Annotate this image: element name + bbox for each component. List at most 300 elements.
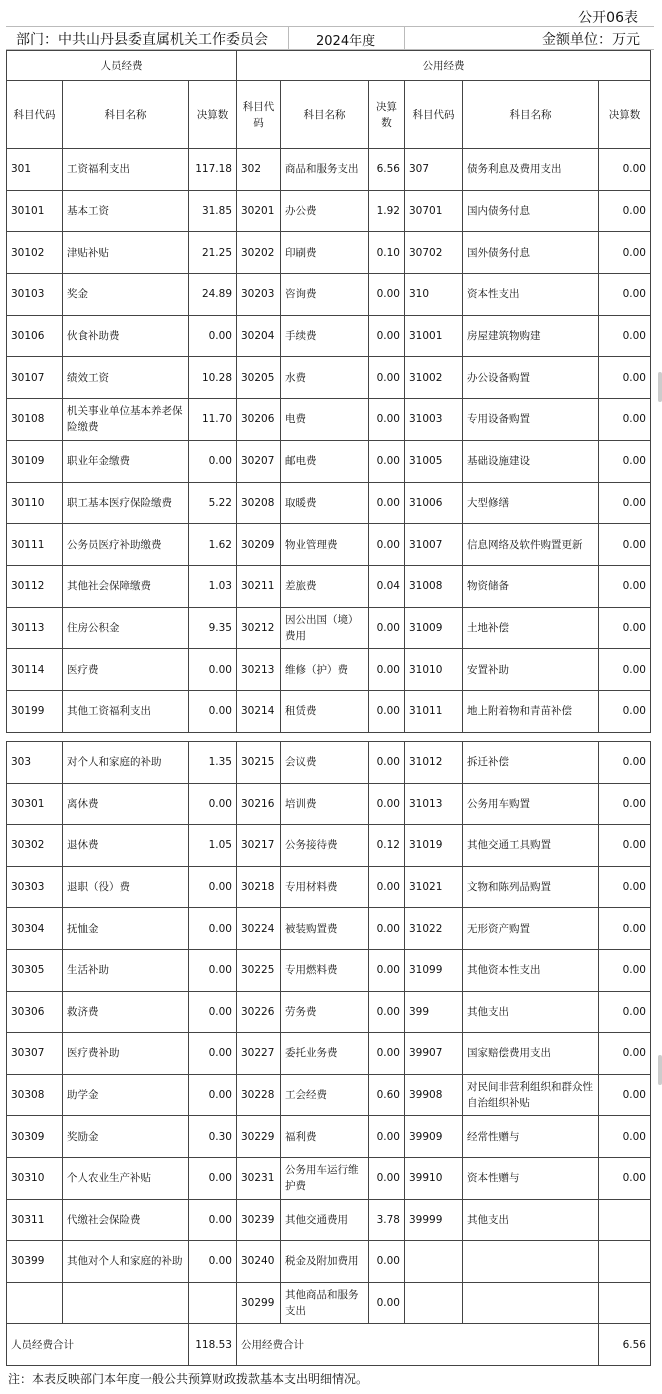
cell-name: 邮电费 <box>281 440 369 482</box>
cell-name: 国外债务付息 <box>463 232 599 274</box>
cell-name: 物资储备 <box>463 565 599 607</box>
cell-amount: 0.00 <box>599 440 651 482</box>
cell-code: 31019 <box>405 825 463 867</box>
scrollbar-thumb[interactable] <box>658 372 662 402</box>
cell-code: 30231 <box>237 1157 281 1199</box>
cell-amount: 0.00 <box>369 949 405 991</box>
cell-name: 地上附着物和青苗补偿 <box>463 690 599 732</box>
table-row <box>7 440 651 482</box>
cell-name: 其他工资福利支出 <box>63 690 189 732</box>
cell-amount: 0.10 <box>369 232 405 274</box>
cell-amount: 0.00 <box>369 1241 405 1283</box>
table-row <box>7 1033 651 1075</box>
table-row <box>7 524 651 566</box>
cell-code: 31011 <box>405 690 463 732</box>
cell-name: 工会经费 <box>281 1074 369 1116</box>
cell-amount: 0.00 <box>369 399 405 441</box>
cell-code: 30225 <box>237 949 281 991</box>
cell-amount: 0.00 <box>599 315 651 357</box>
cell-amount: 0.00 <box>369 357 405 399</box>
cell-name: 国家赔偿费用支出 <box>463 1033 599 1075</box>
cell-amount: 10.28 <box>189 357 237 399</box>
cell-amount: 31.85 <box>189 190 237 232</box>
cell-code: 30240 <box>237 1241 281 1283</box>
cell-code: 30207 <box>237 440 281 482</box>
cell-amount: 0.00 <box>369 991 405 1033</box>
cell-amount: 0.00 <box>189 949 237 991</box>
cell-code: 30218 <box>237 866 281 908</box>
cell-code: 310 <box>405 274 463 316</box>
cell-amount: 1.62 <box>189 524 237 566</box>
cell-amount: 0.00 <box>369 1157 405 1199</box>
table-row <box>7 607 651 649</box>
cell-code: 31003 <box>405 399 463 441</box>
cell-code: 39999 <box>405 1199 463 1241</box>
cell-name: 其他对个人和家庭的补助 <box>63 1241 189 1283</box>
cell-amount: 0.04 <box>369 565 405 607</box>
cell-code: 30304 <box>7 908 63 950</box>
cell-name: 劳务费 <box>281 991 369 1033</box>
cell-name: 专用设备购置 <box>463 399 599 441</box>
cell-name: 专用材料费 <box>281 866 369 908</box>
cell-amount <box>599 1199 651 1241</box>
cell-amount: 21.25 <box>189 232 237 274</box>
table-row <box>7 1199 651 1241</box>
cell-code: 39907 <box>405 1033 463 1075</box>
cell-amount: 0.00 <box>599 274 651 316</box>
cell-amount: 0.00 <box>189 1157 237 1199</box>
table-row <box>7 949 651 991</box>
cell-name: 债务利息及费用支出 <box>463 149 599 191</box>
cell-code: 30217 <box>237 825 281 867</box>
cell-code: 30103 <box>7 274 63 316</box>
table-row <box>7 690 651 732</box>
cell-code: 31010 <box>405 649 463 691</box>
amount-unit: 金额单位：万元 <box>542 32 640 48</box>
cell-amount: 0.00 <box>189 1074 237 1116</box>
table-row <box>7 1116 651 1158</box>
scrollbar-thumb[interactable] <box>658 1055 662 1085</box>
cell-name: 安置补助 <box>463 649 599 691</box>
cell-name: 无形资产购置 <box>463 908 599 950</box>
cell-code: 30310 <box>7 1157 63 1199</box>
cell-code: 30399 <box>7 1241 63 1283</box>
cell-name: 咨询费 <box>281 274 369 316</box>
cell-name: 公务用车运行维护费 <box>281 1157 369 1199</box>
cell-amount: 0.00 <box>369 690 405 732</box>
cell-amount: 0.00 <box>369 783 405 825</box>
cell-code: 39910 <box>405 1157 463 1199</box>
header-divider <box>288 27 289 49</box>
cell-name: 商品和服务支出 <box>281 149 369 191</box>
table-row <box>7 649 651 691</box>
cell-code: 31012 <box>405 742 463 784</box>
cell-code: 30205 <box>237 357 281 399</box>
cell-code: 30106 <box>7 315 63 357</box>
cell-amount: 0.00 <box>599 1033 651 1075</box>
cell-code: 30213 <box>237 649 281 691</box>
cell-amount: 0.60 <box>369 1074 405 1116</box>
cell-amount: 0.00 <box>189 991 237 1033</box>
cell-code: 31008 <box>405 565 463 607</box>
cell-name: 医疗费补助 <box>63 1033 189 1075</box>
cell-amount <box>189 1282 237 1324</box>
cell-name: 工资福利支出 <box>63 149 189 191</box>
cell-name: 对个人和家庭的补助 <box>63 742 189 784</box>
cell-code: 31001 <box>405 315 463 357</box>
cell-code: 31009 <box>405 607 463 649</box>
cell-code: 30308 <box>7 1074 63 1116</box>
group-public: 公用经费 <box>237 51 651 81</box>
cell-name: 其他支出 <box>463 991 599 1033</box>
cell-code: 301 <box>7 149 63 191</box>
cell-code: 30112 <box>7 565 63 607</box>
cell-amount: 0.00 <box>369 1033 405 1075</box>
cell-code: 30204 <box>237 315 281 357</box>
cell-name: 对民间非营利组织和群众性自治组织补贴 <box>463 1074 599 1116</box>
table-row <box>7 1074 651 1116</box>
cell-code: 30107 <box>7 357 63 399</box>
cell-code: 30211 <box>237 565 281 607</box>
cell-amount: 0.00 <box>599 649 651 691</box>
cell-code: 31005 <box>405 440 463 482</box>
cell-name: 办公设备购置 <box>463 357 599 399</box>
expenditure-table-part1 <box>6 50 651 733</box>
cell-name: 奖金 <box>63 274 189 316</box>
expenditure-table-part2 <box>6 741 651 1366</box>
col-name: 科目名称 <box>463 81 599 149</box>
table-number: 公开06表 <box>578 10 638 26</box>
cell-code: 30215 <box>237 742 281 784</box>
cell-amount: 0.00 <box>369 607 405 649</box>
table-body <box>7 742 651 1324</box>
cell-amount: 0.00 <box>189 690 237 732</box>
cell-code: 30203 <box>237 274 281 316</box>
cell-code: 31099 <box>405 949 463 991</box>
cell-amount: 0.00 <box>369 649 405 691</box>
department-label: 部门：中共山丹县委直属机关工作委员会 <box>16 32 268 48</box>
cell-code: 30202 <box>237 232 281 274</box>
cell-code: 30206 <box>237 399 281 441</box>
col-amount: 决算数 <box>189 81 237 149</box>
cell-code: 399 <box>405 991 463 1033</box>
cell-name: 资本性支出 <box>463 274 599 316</box>
cell-name: 印刷费 <box>281 232 369 274</box>
cell-code <box>405 1282 463 1324</box>
cell-name: 因公出国（境）费用 <box>281 607 369 649</box>
cell-amount: 0.00 <box>189 315 237 357</box>
header-info <box>6 26 654 50</box>
cell-code: 30114 <box>7 649 63 691</box>
cell-amount: 6.56 <box>369 149 405 191</box>
cell-name: 住房公积金 <box>63 607 189 649</box>
header-divider <box>404 27 405 49</box>
cell-amount: 1.03 <box>189 565 237 607</box>
cell-code: 30702 <box>405 232 463 274</box>
cell-name: 土地补偿 <box>463 607 599 649</box>
table-row <box>7 190 651 232</box>
col-amount: 决算数 <box>369 81 405 149</box>
cell-name: 取暖费 <box>281 482 369 524</box>
cell-name: 医疗费 <box>63 649 189 691</box>
cell-name: 公务接待费 <box>281 825 369 867</box>
cell-name: 房屋建筑物购建 <box>463 315 599 357</box>
cell-code: 30227 <box>237 1033 281 1075</box>
cell-name: 津贴补贴 <box>63 232 189 274</box>
cell-code: 307 <box>405 149 463 191</box>
cell-code: 31007 <box>405 524 463 566</box>
cell-name: 信息网络及软件购置更新 <box>463 524 599 566</box>
cell-code: 30199 <box>7 690 63 732</box>
cell-amount: 117.18 <box>189 149 237 191</box>
cell-name: 公务员医疗补助缴费 <box>63 524 189 566</box>
cell-name: 代缴社会保险费 <box>63 1199 189 1241</box>
cell-amount: 0.00 <box>599 607 651 649</box>
cell-name: 税金及附加费用 <box>281 1241 369 1283</box>
cell-code: 30701 <box>405 190 463 232</box>
cell-code: 30212 <box>237 607 281 649</box>
cell-amount: 0.00 <box>599 742 651 784</box>
cell-name: 经常性赠与 <box>463 1116 599 1158</box>
cell-name: 奖励金 <box>63 1116 189 1158</box>
cell-amount: 0.00 <box>189 1033 237 1075</box>
cell-code: 30306 <box>7 991 63 1033</box>
table-row <box>7 1241 651 1283</box>
cell-amount: 0.00 <box>599 991 651 1033</box>
table-body <box>7 149 651 733</box>
cell-code: 30229 <box>237 1116 281 1158</box>
cell-amount: 0.00 <box>599 1116 651 1158</box>
cell-name: 委托业务费 <box>281 1033 369 1075</box>
table-row <box>7 274 651 316</box>
cell-code: 30302 <box>7 825 63 867</box>
cell-amount: 0.00 <box>599 949 651 991</box>
cell-amount: 5.22 <box>189 482 237 524</box>
col-name: 科目名称 <box>281 81 369 149</box>
group-personnel: 人员经费 <box>7 51 237 81</box>
cell-amount: 0.00 <box>599 232 651 274</box>
cell-amount: 0.00 <box>599 190 651 232</box>
cell-code: 30209 <box>237 524 281 566</box>
cell-code: 30224 <box>237 908 281 950</box>
public-total-value: 6.56 <box>599 1324 651 1366</box>
cell-name <box>63 1282 189 1324</box>
cell-amount: 0.00 <box>189 783 237 825</box>
cell-code: 31021 <box>405 866 463 908</box>
col-code: 科目代码 <box>405 81 463 149</box>
table-row <box>7 399 651 441</box>
cell-code: 30113 <box>7 607 63 649</box>
cell-name: 机关事业单位基本养老保险缴费 <box>63 399 189 441</box>
cell-code: 31022 <box>405 908 463 950</box>
cell-amount: 0.00 <box>599 482 651 524</box>
cell-amount: 0.00 <box>369 315 405 357</box>
cell-code: 30101 <box>7 190 63 232</box>
cell-name: 物业管理费 <box>281 524 369 566</box>
header-top <box>6 4 654 26</box>
cell-name: 差旅费 <box>281 565 369 607</box>
cell-amount: 0.00 <box>369 1116 405 1158</box>
cell-code: 30239 <box>237 1199 281 1241</box>
cell-code: 30111 <box>7 524 63 566</box>
cell-amount: 0.00 <box>189 908 237 950</box>
cell-name: 职业年金缴费 <box>63 440 189 482</box>
cell-amount: 0.00 <box>369 908 405 950</box>
cell-amount: 0.00 <box>369 866 405 908</box>
cell-code: 30216 <box>237 783 281 825</box>
cell-amount: 0.00 <box>189 866 237 908</box>
cell-name: 其他资本性支出 <box>463 949 599 991</box>
cell-code: 30305 <box>7 949 63 991</box>
cell-name: 救济费 <box>63 991 189 1033</box>
cell-name: 大型修缮 <box>463 482 599 524</box>
cell-name: 绩效工资 <box>63 357 189 399</box>
table-row <box>7 1282 651 1324</box>
cell-name: 国内债务付息 <box>463 190 599 232</box>
cell-amount: 11.70 <box>189 399 237 441</box>
cell-name: 其他交通工具购置 <box>463 825 599 867</box>
cell-code: 30214 <box>237 690 281 732</box>
cell-code: 39908 <box>405 1074 463 1116</box>
cell-amount: 0.00 <box>599 908 651 950</box>
cell-amount: 0.00 <box>189 440 237 482</box>
cell-amount <box>599 1241 651 1283</box>
cell-amount: 0.00 <box>599 149 651 191</box>
cell-name: 其他商品和服务支出 <box>281 1282 369 1324</box>
cell-code: 30228 <box>237 1074 281 1116</box>
cell-name: 资本性赠与 <box>463 1157 599 1199</box>
public-total-label: 公用经费合计 <box>237 1324 599 1366</box>
cell-code <box>7 1282 63 1324</box>
cell-name: 其他社会保障缴费 <box>63 565 189 607</box>
cell-amount: 0.00 <box>599 357 651 399</box>
cell-amount: 0.00 <box>369 482 405 524</box>
table-row <box>7 149 651 191</box>
cell-name: 会议费 <box>281 742 369 784</box>
cell-code: 303 <box>7 742 63 784</box>
cell-name <box>463 1282 599 1324</box>
cell-amount: 1.05 <box>189 825 237 867</box>
cell-code: 302 <box>237 149 281 191</box>
cell-name: 手续费 <box>281 315 369 357</box>
cell-amount: 0.00 <box>369 524 405 566</box>
cell-amount: 0.00 <box>599 1157 651 1199</box>
cell-amount: 0.00 <box>599 565 651 607</box>
cell-code: 30102 <box>7 232 63 274</box>
footnote: 注：本表反映部门本年度一般公共预算财政拨款基本支出明细情况。 <box>8 1372 369 1386</box>
table-row <box>7 866 651 908</box>
personnel-total-label: 人员经费合计 <box>7 1324 189 1366</box>
cell-code: 30311 <box>7 1199 63 1241</box>
cell-name: 生活补助 <box>63 949 189 991</box>
cell-amount: 0.00 <box>599 399 651 441</box>
cell-name: 福利费 <box>281 1116 369 1158</box>
cell-code: 30110 <box>7 482 63 524</box>
cell-name: 专用燃料费 <box>281 949 369 991</box>
cell-code: 30301 <box>7 783 63 825</box>
cell-code: 30309 <box>7 1116 63 1158</box>
cell-amount: 0.00 <box>369 1282 405 1324</box>
cell-code: 30303 <box>7 866 63 908</box>
fiscal-year: 2024年度 <box>316 34 376 49</box>
cell-name: 基础设施建设 <box>463 440 599 482</box>
cell-name: 离休费 <box>63 783 189 825</box>
cell-name: 职工基本医疗保险缴费 <box>63 482 189 524</box>
cell-code: 30299 <box>237 1282 281 1324</box>
table-row <box>7 482 651 524</box>
cell-name: 抚恤金 <box>63 908 189 950</box>
table-row <box>7 825 651 867</box>
cell-name: 被装购置费 <box>281 908 369 950</box>
cell-amount: 0.00 <box>189 1199 237 1241</box>
col-amount: 决算数 <box>599 81 651 149</box>
cell-amount: 3.78 <box>369 1199 405 1241</box>
cell-amount: 0.00 <box>369 742 405 784</box>
cell-amount <box>599 1282 651 1324</box>
col-code: 科目代码 <box>7 81 63 149</box>
table-row <box>7 232 651 274</box>
cell-amount: 0.00 <box>599 524 651 566</box>
cell-name: 租赁费 <box>281 690 369 732</box>
cell-amount: 0.00 <box>599 866 651 908</box>
cell-name: 基本工资 <box>63 190 189 232</box>
cell-code: 39909 <box>405 1116 463 1158</box>
table-row <box>7 565 651 607</box>
cell-name: 拆迁补偿 <box>463 742 599 784</box>
cell-amount: 0.00 <box>189 649 237 691</box>
cell-amount: 0.00 <box>599 825 651 867</box>
cell-code <box>405 1241 463 1283</box>
cell-name: 助学金 <box>63 1074 189 1116</box>
table-row <box>7 783 651 825</box>
cell-amount: 24.89 <box>189 274 237 316</box>
table-row <box>7 908 651 950</box>
cell-code: 30201 <box>237 190 281 232</box>
cell-code: 31006 <box>405 482 463 524</box>
cell-name: 水费 <box>281 357 369 399</box>
cell-code: 31002 <box>405 357 463 399</box>
table-row <box>7 315 651 357</box>
cell-name: 办公费 <box>281 190 369 232</box>
cell-name: 退休费 <box>63 825 189 867</box>
cell-amount: 0.00 <box>599 1074 651 1116</box>
cell-code: 31013 <box>405 783 463 825</box>
cell-name <box>463 1241 599 1283</box>
table-row <box>7 357 651 399</box>
cell-amount: 0.00 <box>599 690 651 732</box>
cell-name: 文物和陈列品购置 <box>463 866 599 908</box>
table-row <box>7 991 651 1033</box>
cell-code: 30307 <box>7 1033 63 1075</box>
cell-name: 电费 <box>281 399 369 441</box>
cell-name: 其他支出 <box>463 1199 599 1241</box>
col-name: 科目名称 <box>63 81 189 149</box>
cell-amount: 0.12 <box>369 825 405 867</box>
col-code: 科目代码 <box>237 81 281 149</box>
personnel-total-value: 118.53 <box>189 1324 237 1366</box>
cell-amount: 0.00 <box>369 274 405 316</box>
cell-code: 30208 <box>237 482 281 524</box>
cell-amount: 0.30 <box>189 1116 237 1158</box>
cell-amount: 0.00 <box>189 1241 237 1283</box>
table-row <box>7 742 651 784</box>
cell-name: 其他交通费用 <box>281 1199 369 1241</box>
cell-code: 30109 <box>7 440 63 482</box>
cell-name: 培训费 <box>281 783 369 825</box>
cell-amount: 1.35 <box>189 742 237 784</box>
cell-code: 30226 <box>237 991 281 1033</box>
cell-amount: 9.35 <box>189 607 237 649</box>
